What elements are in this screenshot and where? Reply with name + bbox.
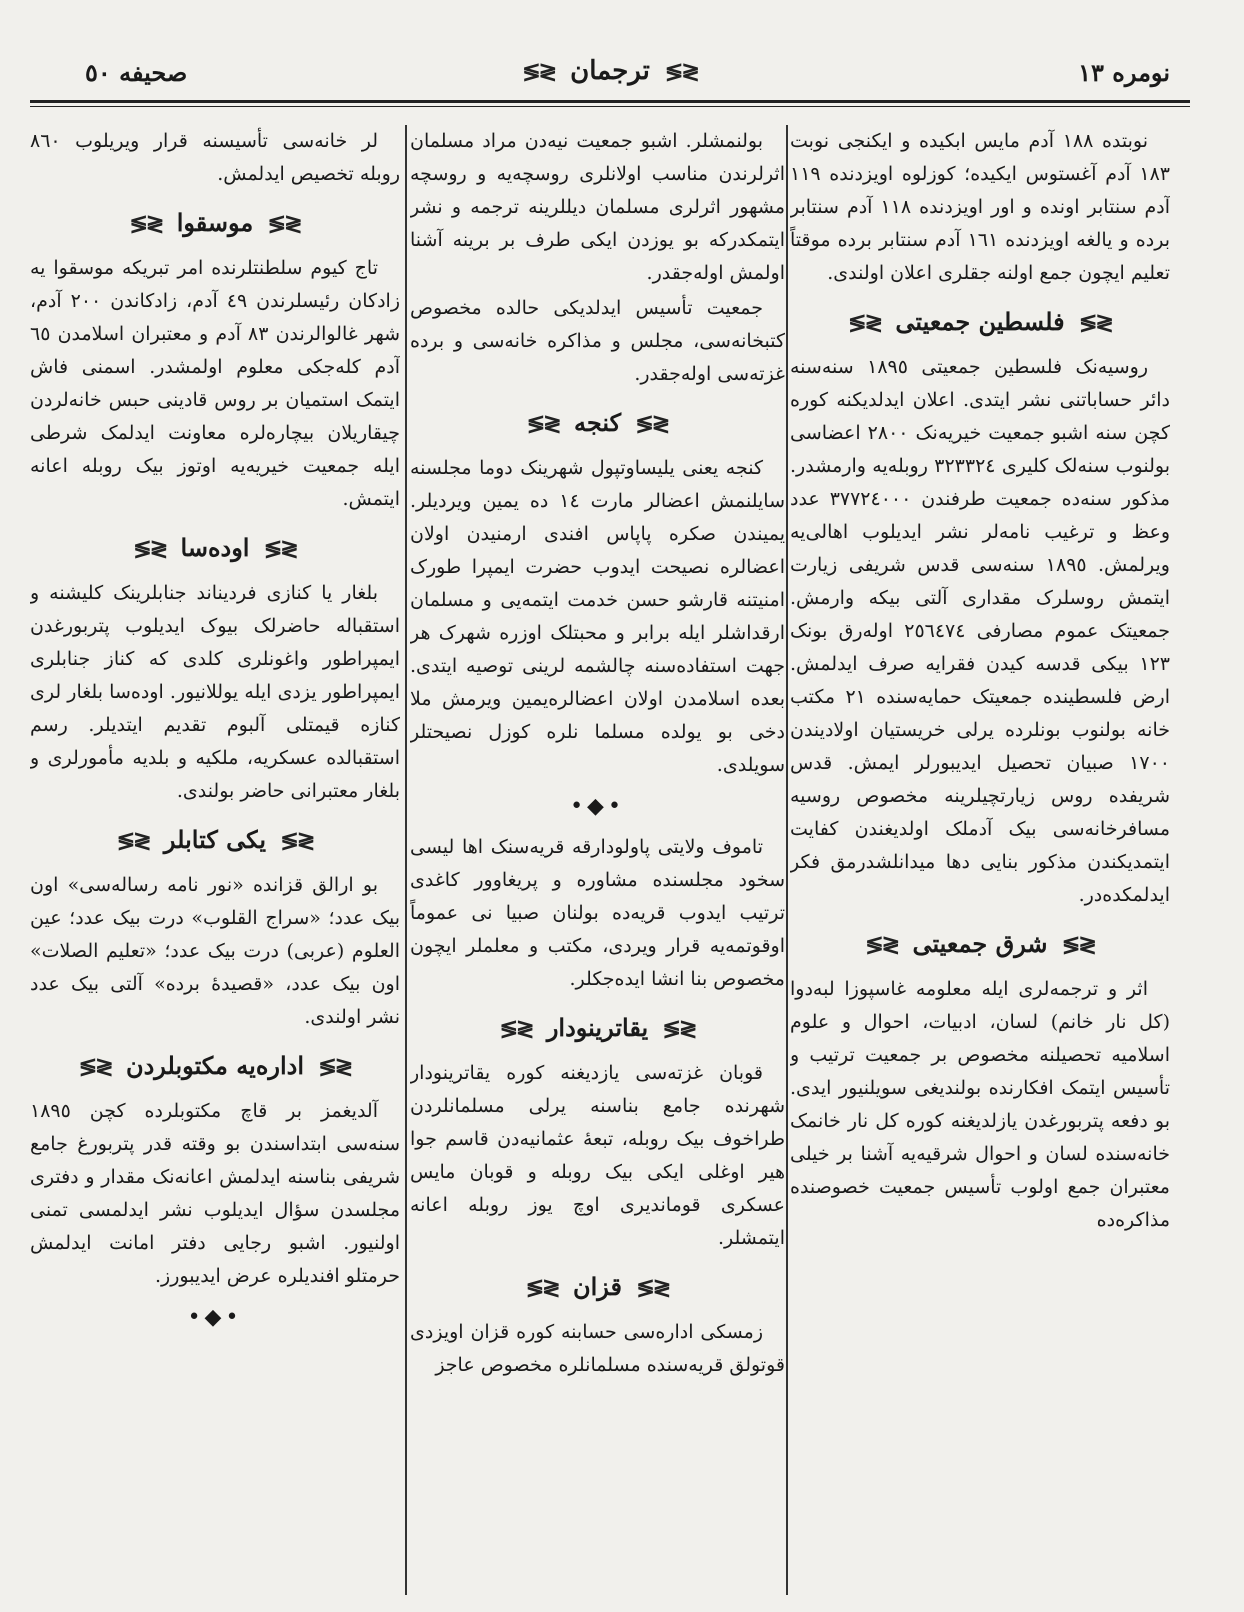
ornament-icon: ≶≷ (129, 211, 163, 237)
column-middle (410, 125, 785, 1600)
page-header (30, 50, 1190, 98)
article-text: کنجه یعنی یلیساوتپول شهرینک دوما مجلسنه سایلنمش اعضالر مارت ١٤ ده یمین ویردیلر. یمیندن صکره پاپاس افندی ارمنیدن اولان اعضالره نصیحت ایدوب حضرت ایمپرا طورک امنیتنه قارشو حسن خدمت ایتمه‌یی و مسلمان ارقداشلر ایله برابر و محبتلک اوزره شهرک هر جهت استفاده‌سنه چالشمه لرینی توصیه ایتدی. بعده اسلامدن اولان اعضالره‌یمین ویرمش ملا دخی بو یولده مسلما نلره کوزل نصیحتلر سویلدی. (410, 457, 785, 776)
column-left (30, 125, 400, 1600)
section-heading (30, 822, 400, 859)
section-heading (30, 530, 400, 567)
ornament-icon: ≶≷ (116, 828, 150, 854)
ornament-icon: ≶≷ (848, 310, 882, 336)
ornament-icon: ≶≷ (133, 536, 167, 562)
ornament-icon: ≶≷ (78, 1054, 112, 1080)
ornament-icon: ≶≷ (522, 59, 556, 85)
ornament-icon: ≶≷ (526, 411, 560, 437)
ornament-icon: ≶≷ (525, 1275, 559, 1301)
section-heading-text: موسقوا (176, 208, 254, 237)
article-text: قوبان غزته‌سی یازدیغنه کوره یقاترینودار شهرنده جامع بناسنه یرلی مسلمانلردن طراخوف بیک روبله، تبعهٔ عثمانیه‌دن قاسم جوا هیر اوغلی ایکی بیک روبله و قوبان مایس عسکری قوماندیری اوچ یوز روبله اعانه ایتمشلر. (410, 1062, 785, 1249)
section-heading (30, 205, 400, 242)
article-text: نوبتده ١٨٨ آدم مایس ابکیده و ایکنجی نوبت ١٨٣ آدم آغستوس ایکیده؛ کوزلوه اویزدنده ١١٩ آدم سنتابر اونده و اور اویزدنده ١١٨ آدم سنتابر برده و یالغه اویزدنده ١٦١ آدم سنتابر برده موقتاً تعلیم ایچون جمع اولنه جقلری اعلان اولندی. (790, 130, 1170, 284)
section-heading-text: یکی کتابلر (163, 825, 267, 854)
article-text: جمعیت تأسیس ایدلدیکی حالده مخصوص کتبخانه‌سی، مجلس و مذاکره خانه‌سی و برده غزته‌سی اوله‌جقدر. (410, 297, 785, 385)
masthead-title (30, 56, 1190, 86)
separator-ornament-icon: •◆• (570, 794, 625, 819)
header-rule (30, 100, 1190, 103)
article-text: اثر و ترجمه‌لری ایله معلومه غاسپوزا لبه‌دوا (کل نار خانم) لسان، ادبیات، احوال و علوم اسلامیه تحصیلنه مخصوص بر جمعیت ترتیب و تأسیس ایتمک افکارنده بولندیغی سویلنیور ایدی. بو دفعه پتربورغدن یازلدیغنه کوره کل نار خانمک خانه‌سنده لسان و احوال شرقیه‌یه آشنا بر خیلی معتبران جمع اولوب تأسیس جمعیت خصوصنده مذاکره‌ده (790, 978, 1170, 1231)
column-divider (786, 125, 788, 1595)
article-text: لر خانه‌سی تأسیسنه قرار ویریلوب ٨٦٠ روبله تخصیص ایدلمش. (30, 130, 400, 185)
article-text: زمسکی اداره‌سی حسابنه کوره قزان اویزدی قوتولق قریه‌سنده مسلمانلره مخصوص عاجز (410, 1321, 785, 1376)
column-divider (405, 125, 407, 1595)
section-heading-text: کنجه (573, 408, 622, 437)
separator-ornament-icon: •◆• (187, 1305, 243, 1330)
article-text: بلغار یا کنازی فردیناند جنابلرینک کلیشنه و استقباله حاضرلک بیوک ایدیلوب پتربورغدن ایمپراطور واغونلری کلدی که کناز جنابلری ایمپراطور یزدی ایله یوللانیور. اوده‌سا بلغار لری کنازه قیمتلی آلبوم تقدیم ایتدیلر. رسم استقبالده عسکریه، ملکیه و بلدیه مأمورلری و بلغار معتبرانی حاضر بولندی. (30, 582, 400, 802)
ornament-icon: ≶≷ (635, 411, 669, 437)
ornament-icon: ≶≷ (662, 1016, 696, 1042)
ornament-icon: ≶≷ (1078, 310, 1112, 336)
section-heading (30, 1048, 400, 1085)
ornament-icon: ≶≷ (318, 1054, 352, 1080)
section-heading-text: اداره‌یه مکتوبلردن (125, 1051, 305, 1080)
section-heading-text: یقاترینودار (546, 1013, 649, 1042)
ornament-icon: ≶≷ (664, 59, 698, 85)
section-heading (790, 926, 1170, 963)
ornament-icon: ≶≷ (636, 1275, 670, 1301)
issue-number: نومره ١٣ (1078, 58, 1170, 87)
ornament-icon: ≶≷ (865, 932, 899, 958)
ornament-icon: ≶≷ (263, 536, 297, 562)
section-heading (410, 405, 785, 442)
ornament-icon: ≶≷ (267, 211, 301, 237)
section-heading (790, 304, 1170, 341)
newspaper-title: ترجمان (570, 56, 650, 86)
article-text: بو ارالق قزانده «نور نامه رساله‌سی» اون بیک عدد؛ «سراج القلوب» درت بیک عدد؛ عین العلوم (عربی) درت بیک عدد؛ «تعلیم الصلات» اون بیک عدد، «قصیدهٔ برده» آلتی بیک عدد نشر اولندی. (30, 874, 400, 1028)
article-text: تاموف ولایتی پاولودارقه قریه‌سنک اها لیسی سخود مجلسنده مشاوره و پریغاوور کاغدی ترتیب ایدوب قریه‌ده بولنان صبیا نی عموماً اوقوتمه‌یه قرار ویردی، مکتب و معلملر ایچون مخصوص بنا انشا ایده‌جکلر. (410, 836, 785, 990)
section-heading-text: اوده‌سا (180, 533, 250, 562)
article-text: آلدیغمز بر قاچ مکتوبلرده کچن ١٨٩٥ سنه‌سی ابتداسندن بو وقته قدر پتربورغ جامع شریفی بناسنه ایدلمش اعانه‌نک مقدار و دفتری مجلسدن سؤال ایدیلوب نشر ایدلمسی تمنی اولنیور. اشبو رجایی دفتر امانت ایدلمش حرمتلو افندیلره عرض ایدیبورز. (30, 1100, 400, 1287)
section-heading-text: قزان (572, 1272, 622, 1301)
section-heading-text: فلسطین جمعیتی (895, 307, 1065, 336)
ornament-icon: ≶≷ (499, 1016, 533, 1042)
header-rule-thin (30, 106, 1190, 107)
page-number-label: صحیفه ٥٠ (85, 58, 188, 87)
article-text: بولنمشلر. اشبو جمعیت نیه‌دن مراد مسلمان اثرلرندن مناسب اولانلری روسچه‌یه و روسچه مشهور اثرلری مسلمان دیللرینه ترجمه و نشر ایتمکدرکه بو یوزدن ایکی طرف بر برینه آشنا اولمش اوله‌جقدر. (410, 130, 785, 284)
section-heading (410, 1010, 785, 1047)
ornament-icon: ≶≷ (280, 828, 314, 854)
section-heading-text: شرق جمعیتی (912, 929, 1048, 958)
article-text: روسیه‌نک فلسطین جمعیتی ١٨٩٥ سنه‌سنه دائر حساباتنی نشر ایتدی. اعلان ایدلدیکنه کوره کچن سنه اشبو جمعیت خیریه‌نک ٢٨٠٠ اعضاسی بولنوب سنه‌لک کلیری ٣٢٣٣٢٤ روبله‌یه وارمشدر. مذکور سنه‌ده جمعیت طرفندن ٣٧٧٢٤٠٠٠ عدد وعظ و ترغیب نامه‌لر نشر ایدیلوب اهالی‌یه ویرلمش. ١٨٩٥ سنه‌سی قدس شریفی زیارت ایتمش روسلرک مقداری آلتی بیکه وارمش. جمعیتک عموم مصارفی ٢٥٦٤٧٤ اوله‌رق بونک ١٢٣ بیکی قدسه کیدن فقرایه صرف ایدلمش. ارض فلسطینده جمعیتک حمایه‌سنده ٢١ مکتب خانه بولنوب بونلرده یرلی خریستیان اولادیندن ١٧٠٠ صبیان تحصیل ایدیبورلر ایمش. قدس شریفده روس زیارتچیلرینه مخصوص روسیه مسافرخانه‌سی بیک آدملک اولدیغندن کفایت ایتمدیکندن مذکور بنایی دها میدانلشدرمق فکر ایدلمکده‌در. (790, 356, 1170, 906)
column-right (790, 125, 1170, 1600)
section-heading (410, 1269, 785, 1306)
article-text: تاج کیوم سلطنتلرنده امر تبریکه موسقوا یه زادکان رئیسلرندن ٤٩ آدم، زادکاندن ٢٠٠ آدم، شهر غالوالرندن ٨٣ آدم و معتبران اسلامدن ٦٥ آدم کله‌جکی معلوم اولمشدر. اسمنی فاش ایتمک استمیان بر روس قادینی حبس خانه‌لردن چیقاریلان بیچاره‌لره معاونت ایدلمک شرطی ایله جمعیت خیریه‌یه اوتوز بیک روبله اعانه ایتمش. (30, 257, 400, 510)
ornament-icon: ≶≷ (1061, 932, 1095, 958)
